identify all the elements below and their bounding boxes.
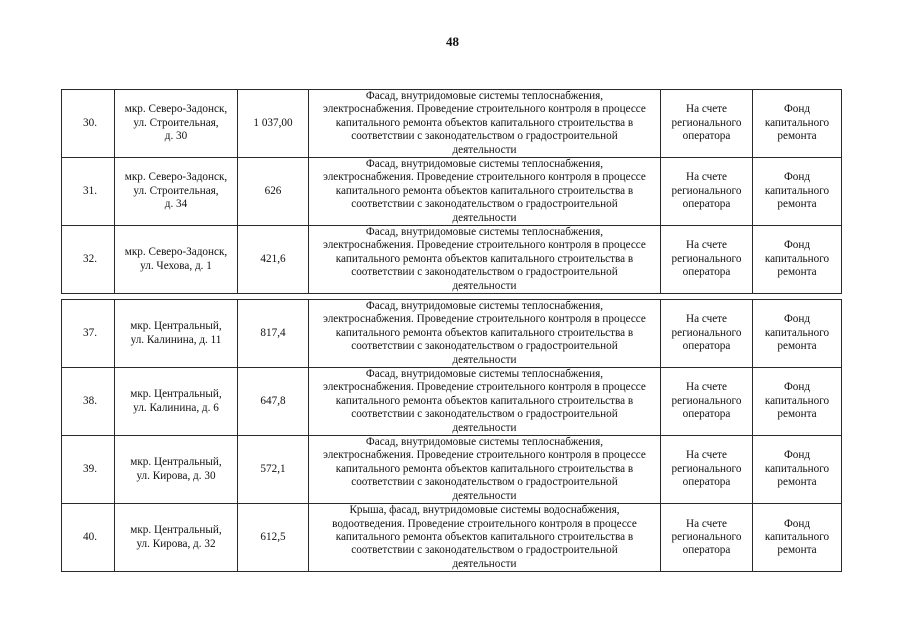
address-line: мкр. Центральный, [130, 320, 222, 333]
account-line: На счете [685, 239, 728, 252]
fund-line: ремонта [777, 198, 817, 211]
row-number-cell [62, 504, 115, 572]
works-line: соответствии с законодательством о градостроительной [351, 340, 618, 353]
works-line: капитального ремонта объектов капитального строительства в [335, 326, 634, 339]
row-number: 30. [83, 116, 97, 129]
address-line: ул. Строительная, [133, 184, 219, 197]
works-line: деятельности [452, 557, 517, 570]
area-value: 626 [238, 158, 309, 226]
account-line: регионального [671, 530, 742, 543]
works-cell [309, 226, 661, 294]
account-cell [661, 158, 753, 226]
account-line: регионального [671, 116, 742, 129]
repair-table-bottom [61, 299, 842, 572]
account-line: оператора [682, 198, 731, 211]
fund-cell [753, 504, 842, 572]
works-cell [309, 368, 661, 436]
fund-line: капитального [764, 116, 830, 129]
fund-line: Фонд [783, 313, 811, 326]
fund-line: капитального [764, 252, 830, 265]
works-line: Фасад, внутридомовые системы теплоснабжения, [365, 90, 604, 102]
fund-cell [753, 158, 842, 226]
account-cell [661, 226, 753, 294]
fund-line: капитального [764, 530, 830, 543]
works-line: электроснабжения. Проведение строительного контроля в процессе [323, 171, 646, 184]
address-cell [115, 368, 238, 436]
account-cell [661, 436, 753, 504]
account-line: регионального [671, 252, 742, 265]
row-number-cell [62, 300, 115, 368]
table-row [62, 226, 842, 294]
address-line: мкр. Центральный, [130, 388, 222, 401]
row-number: 37. [83, 326, 97, 339]
address-line: ул. Калинина, д. 11 [130, 333, 222, 346]
works-line: электроснабжения. Проведение строительного контроля в процессе [323, 239, 646, 252]
account-line: оператора [682, 476, 731, 489]
fund-line: Фонд [783, 449, 811, 462]
works-cell [309, 158, 661, 226]
works-line: соответствии с законодательством о градостроительной [351, 130, 618, 143]
account-line: На счете [685, 517, 728, 530]
address-line: мкр. Северо-Задонск, [124, 171, 228, 184]
address-cell [115, 90, 238, 158]
works-line: электроснабжения. Проведение строительного контроля в процессе [323, 381, 646, 394]
fund-line: капитального [764, 462, 830, 475]
works-line: Крыша, фасад, внутридомовые системы водоснабжения, [349, 504, 620, 517]
works-line: капитального ремонта объектов капитального строительства в [335, 184, 634, 197]
fund-line: Фонд [783, 171, 811, 184]
table-row [62, 300, 842, 368]
works-line: Фасад, внутридомовые системы теплоснабжения, [365, 436, 604, 449]
table-row [62, 90, 842, 158]
address-line: мкр. Северо-Задонск, [124, 246, 228, 259]
fund-cell [753, 90, 842, 158]
account-line: регионального [671, 326, 742, 339]
works-line: капитального ремонта объектов капитального строительства в [335, 462, 634, 475]
account-line: регионального [671, 184, 742, 197]
works-line: капитального ремонта объектов капитального строительства в [335, 530, 634, 543]
fund-cell [753, 368, 842, 436]
area-value: 817,4 [238, 300, 309, 368]
table-row [62, 504, 842, 572]
account-line: На счете [685, 313, 728, 326]
address-line: мкр. Северо-Задонск, [124, 103, 228, 116]
address-line: ул. Чехова, д. 1 [140, 259, 212, 272]
fund-line: ремонта [777, 408, 817, 421]
repair-table-top [61, 89, 842, 294]
works-line: электроснабжения. Проведение строительного контроля в процессе [323, 103, 646, 116]
fund-cell [753, 436, 842, 504]
fund-line: капитального [764, 394, 830, 407]
account-cell [661, 90, 753, 158]
fund-line: капитального [764, 184, 830, 197]
works-line: водоотведения. Проведение строительного контроля в процессе [332, 517, 637, 530]
fund-line: Фонд [783, 103, 811, 116]
account-line: оператора [682, 544, 731, 557]
account-cell [661, 504, 753, 572]
works-line: деятельности [452, 211, 517, 224]
area-value: 572,1 [238, 436, 309, 504]
table-row [62, 436, 842, 504]
account-line: регионального [671, 462, 742, 475]
works-line: электроснабжения. Проведение строительного контроля в процессе [323, 313, 646, 326]
works-line: Фасад, внутридомовые системы теплоснабжения, [365, 368, 604, 381]
row-number-cell [62, 436, 115, 504]
address-line: мкр. Центральный, [130, 524, 222, 537]
works-line: капитального ремонта объектов капитального строительства в [335, 252, 634, 265]
row-number-cell [62, 90, 115, 158]
table-row [62, 368, 842, 436]
fund-line: ремонта [777, 476, 817, 489]
works-cell [309, 300, 661, 368]
fund-line: ремонта [777, 340, 817, 353]
row-number-cell [62, 226, 115, 294]
works-cell [309, 90, 661, 158]
works-line: соответствии с законодательством о градостроительной [351, 544, 618, 557]
works-line: деятельности [452, 421, 517, 434]
fund-line: Фонд [783, 239, 811, 252]
fund-line: ремонта [777, 266, 817, 279]
address-line: ул. Кирова, д. 32 [136, 537, 216, 550]
address-cell [115, 226, 238, 294]
works-line: соответствии с законодательством о градостроительной [351, 476, 618, 489]
area-value: 1 037,00 [238, 90, 309, 158]
row-number: 39. [83, 462, 97, 475]
fund-line: ремонта [777, 130, 817, 143]
fund-line: ремонта [777, 544, 817, 557]
address-line: ул. Калинина, д. 6 [133, 401, 219, 414]
works-line: деятельности [452, 279, 517, 292]
row-number: 31. [83, 184, 97, 197]
area-value: 421,6 [238, 226, 309, 294]
fund-line: капитального [764, 326, 830, 339]
account-line: На счете [685, 381, 728, 394]
works-line: Фасад, внутридомовые системы теплоснабжения, [365, 226, 604, 239]
works-line: капитального ремонта объектов капитального строительства в [335, 116, 634, 129]
fund-line: Фонд [783, 517, 811, 530]
account-line: На счете [685, 171, 728, 184]
row-number: 32. [83, 252, 97, 265]
account-line: На счете [685, 103, 728, 116]
row-number: 38. [83, 394, 97, 407]
fund-cell [753, 300, 842, 368]
works-line: Фасад, внутридомовые системы теплоснабжения, [365, 158, 604, 171]
address-line: мкр. Центральный, [130, 456, 222, 469]
works-line: соответствии с законодательством о градостроительной [351, 266, 618, 279]
row-number-cell [62, 368, 115, 436]
address-cell [115, 436, 238, 504]
works-line: соответствии с законодательством о градостроительной [351, 198, 618, 211]
address-line: д. 30 [164, 130, 188, 143]
works-line: деятельности [452, 143, 517, 156]
account-cell [661, 300, 753, 368]
address-cell [115, 158, 238, 226]
works-line: Фасад, внутридомовые системы теплоснабжения, [365, 300, 604, 312]
page-number: 48 [446, 34, 459, 49]
works-line: соответствии с законодательством о градостроительной [351, 408, 618, 421]
fund-line: Фонд [783, 381, 811, 394]
account-line: оператора [682, 130, 731, 143]
works-line: капитального ремонта объектов капитального строительства в [335, 394, 634, 407]
address-line: ул. Строительная, [133, 116, 219, 129]
account-cell [661, 368, 753, 436]
works-cell [309, 504, 661, 572]
works-cell [309, 436, 661, 504]
address-cell [115, 300, 238, 368]
account-line: регионального [671, 394, 742, 407]
area-value: 647,8 [238, 368, 309, 436]
row-number: 40. [83, 530, 97, 543]
account-line: оператора [682, 266, 731, 279]
table-row [62, 158, 842, 226]
address-cell [115, 504, 238, 572]
row-number-cell [62, 158, 115, 226]
works-line: деятельности [452, 353, 517, 366]
works-line: деятельности [452, 489, 517, 502]
fund-cell [753, 226, 842, 294]
account-line: оператора [682, 408, 731, 421]
account-line: оператора [682, 340, 731, 353]
address-line: д. 34 [164, 198, 188, 211]
address-line: ул. Кирова, д. 30 [136, 469, 216, 482]
works-line: электроснабжения. Проведение строительного контроля в процессе [323, 449, 646, 462]
account-line: На счете [685, 449, 728, 462]
area-value: 612,5 [238, 504, 309, 572]
